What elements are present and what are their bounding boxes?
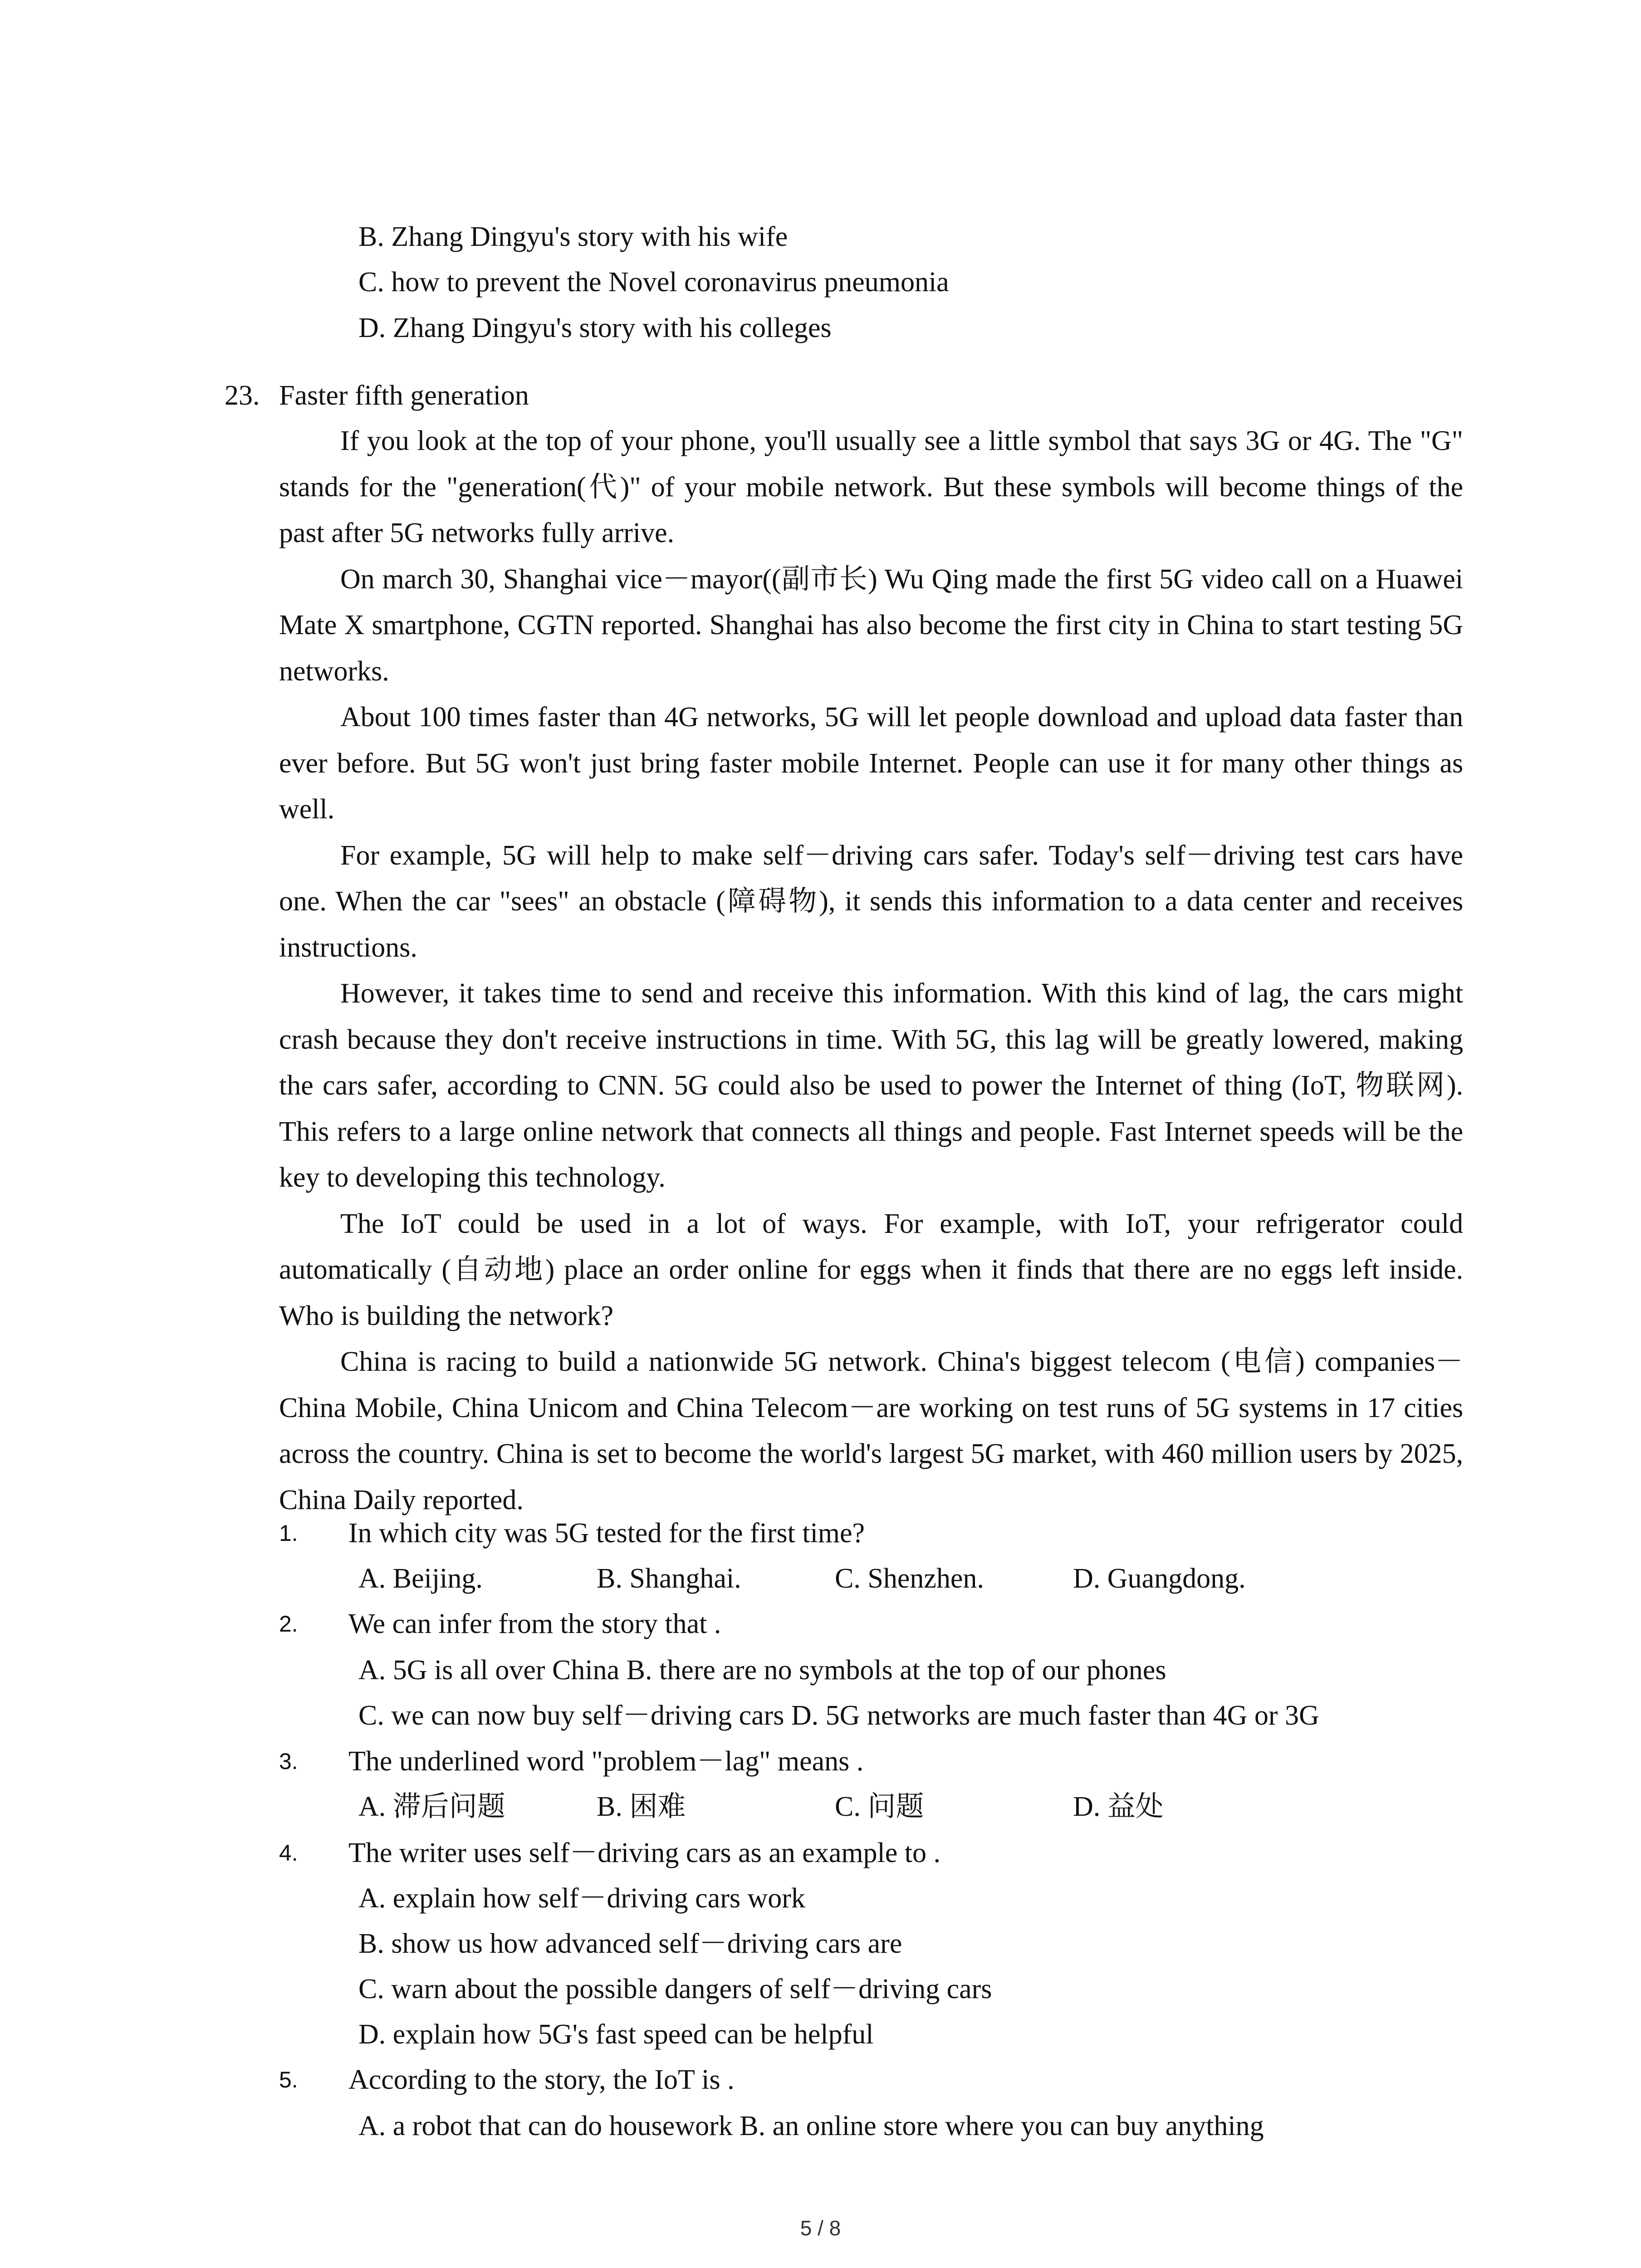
sub-question-4-choice-d: D. explain how 5G's fast speed can be helpful (358, 2019, 874, 2050)
choice-b: B. Shanghai. (597, 1563, 741, 1594)
sub-question-2-choices-line-2: C. we can now buy self－driving cars D. 5G networks are much faster than 4G or 3G (358, 1700, 1319, 1731)
reading-passage (279, 418, 1463, 1523)
question-title: Faster fifth generation (279, 380, 529, 411)
sub-question-number: 2. (279, 1611, 298, 1637)
passage-paragraph-7: China is racing to build a nationwide 5G network. China's biggest telecom (电信) companies－China Mobile, China Unicom and China Telecom－are working on test runs of 5G systems in 17 cities across the country. China is set to become the world's largest 5G market, with 460 million users by 2025, China Daily reported. (279, 1346, 1463, 1515)
sub-question-stem: In which city was 5G tested for the first time? (348, 1518, 865, 1549)
sub-question-number: 1. (279, 1520, 298, 1546)
sub-question-5-choices-line-1: A. a robot that can do housework B. an online store where you can buy anything (358, 2111, 1264, 2141)
choice-c: C. Shenzhen. (835, 1563, 984, 1594)
passage-paragraph-4: For example, 5G will help to make self－driving cars safer. Today's self－driving test cars have one. When the car "sees" an obstacle (障碍物), it sends this information to a data center and receives instructions. (279, 840, 1463, 963)
sub-question-stem: According to the story, the IoT is . (348, 2064, 735, 2095)
sub-question-2-choices-line-1: A. 5G is all over China B. there are no symbols at the top of our phones (358, 1655, 1166, 1686)
choice-a: A. 滞后问题 (358, 1791, 505, 1822)
prev-option-b: B. Zhang Dingyu's story with his wife (358, 221, 788, 252)
sub-question-4-choice-a: A. explain how self－driving cars work (358, 1883, 805, 1914)
sub-question-stem: The underlined word "problem－lag" means . (348, 1746, 864, 1777)
sub-question-stem: We can infer from the story that . (348, 1608, 721, 1639)
sub-question-number: 3. (279, 1749, 298, 1774)
sub-question-4-choice-c: C. warn about the possible dangers of self－driving cars (358, 1974, 992, 2004)
choice-d: D. 益处 (1073, 1791, 1164, 1822)
question-header (225, 373, 529, 418)
choice-d: D. Guangdong. (1073, 1563, 1246, 1594)
passage-paragraph-6: The IoT could be used in a lot of ways. For example, with IoT, your refrigerator could automatically (自动地) place an order online for eggs when it finds that there are no eggs left inside. Who is building the network? (279, 1208, 1463, 1331)
prev-option-c: C. how to prevent the Novel coronavirus pneumonia (358, 267, 949, 298)
question-number: 23. (225, 380, 260, 411)
choice-b: B. 困难 (597, 1791, 686, 1822)
page-number: 5 / 8 (800, 2216, 841, 2240)
choice-a: A. Beijing. (358, 1563, 483, 1594)
passage-paragraph-1: If you look at the top of your phone, you'll usually see a little symbol that says 3G or 4G. The "G" stands for the "generation(代)" of your mobile network. But these symbols will become things of the past after 5G networks fully arrive. (279, 425, 1463, 548)
sub-question-number: 5. (279, 2067, 298, 2092)
passage-paragraph-2: On march 30, Shanghai vice－mayor((副市长) Wu Qing made the first 5G video call on a Huawei Mate X smartphone, CGTN reported. Shanghai has also become the first city in China to start testing 5G networks. (279, 563, 1463, 687)
sub-question-number: 4. (279, 1840, 298, 1866)
passage-paragraph-3: About 100 times faster than 4G networks, 5G will let people download and upload data faster than ever before. But 5G won't just bring faster mobile Internet. People can use it for many other things as well. (279, 702, 1463, 825)
sub-question-stem: The writer uses self－driving cars as an example to . (348, 1838, 941, 1868)
sub-question-4-choice-b: B. show us how advanced self－driving cars are (358, 1928, 902, 1959)
choice-c: C. 问题 (835, 1791, 924, 1822)
passage-paragraph-5: However, it takes time to send and receive this information. With this kind of lag, the cars might crash because they don't receive instructions in time. With 5G, this lag will be greatly lowered, making the cars safer, according to CNN. 5G could also be used to power the Internet of thing (IoT, 物联网). This refers to a large online network that connects all things and people. Fast Internet speeds will be the key to developing this technology. (279, 978, 1463, 1193)
prev-option-d: D. Zhang Dingyu's story with his colleges (358, 313, 832, 343)
